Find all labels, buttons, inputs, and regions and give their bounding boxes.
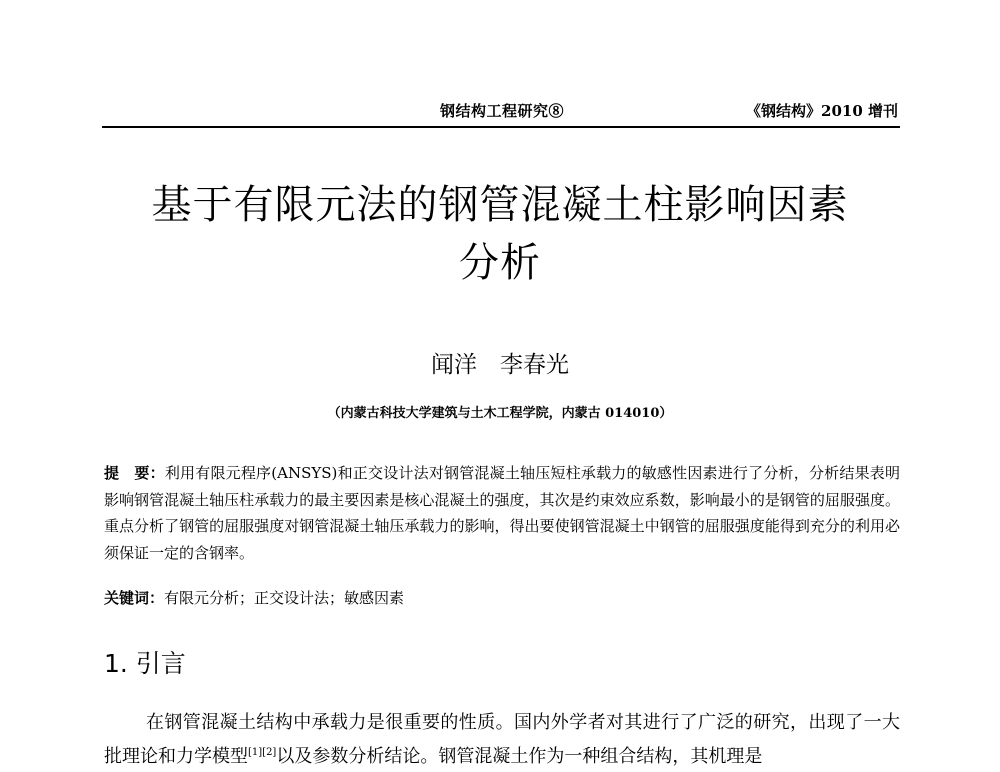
header-journal: 《钢结构》2010 增刊 xyxy=(746,102,898,120)
abstract-label: 提 要： xyxy=(104,464,165,482)
keywords-label: 关键词： xyxy=(104,589,165,607)
body-text-part-1: 在钢管混凝土结构中承载力是很重要的性质。国内外学者对其进行了广泛的研究，出现了一大批理论和力学模型 xyxy=(104,712,900,767)
keywords xyxy=(104,587,900,608)
section-heading: 1. 引言 xyxy=(104,649,186,678)
body-paragraph xyxy=(104,708,900,772)
abstract xyxy=(104,460,900,566)
affiliation: （内蒙古科技大学建筑与土木工程学院，内蒙古 014010） xyxy=(327,406,673,421)
authors: 闻洋 李春光 xyxy=(431,352,569,378)
header-series: 钢结构工程研究⑧ xyxy=(440,102,565,120)
title-line-2: 分析 xyxy=(459,240,541,286)
title-line-1: 基于有限元法的钢管混凝土柱影响因素 xyxy=(151,182,849,228)
body-text-part-2: 以及参数分析结论。钢管混凝土作为一种组合结构，其机理是 xyxy=(276,746,763,767)
abstract-text: 利用有限元程序(ANSYS)和正交设计法对钢管混凝土轴压短柱承载力的敏感性因素进行了分析，分析结果表明影响钢管混凝土轴压柱承载力的最主要因素是核心混凝土的强度，其次是约束效应系数，影响最小的是钢管的屈服强度。重点分析了钢管的屈服强度对钢管混凝土轴压承载力的影响，得出要使钢管混凝土中钢管的屈服强度能得到充分的利用必须保证一定的含钢率。 xyxy=(104,464,900,562)
running-header xyxy=(102,96,900,128)
keywords-text: 有限元分析；正交设计法；敏感因素 xyxy=(164,589,405,607)
paper-title xyxy=(100,176,900,292)
citation-ref: [1][2] xyxy=(248,747,277,758)
